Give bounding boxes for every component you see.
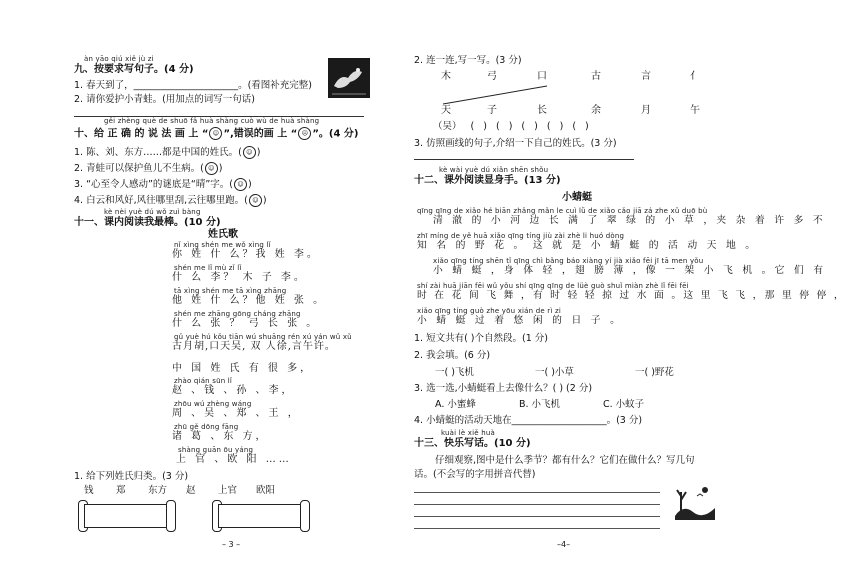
bottom-char: 月: [641, 105, 654, 116]
page-4: [397, 0, 846, 573]
poem-pinyin: shén me lǐ mù zǐ lǐ: [174, 264, 242, 272]
bottom-char: 长: [537, 105, 550, 116]
story-pinyin: xiǎo qīng tíng guò zhe yōu xián de rì zi: [417, 307, 561, 315]
smile-face-icon: ☺: [249, 194, 262, 207]
q2-answer-blanks[interactable]: （吴） ( ) ( ) ( ) ( ) ( ): [433, 121, 589, 132]
top-char: 木: [441, 71, 454, 82]
surname-shangguan: 上官: [218, 485, 238, 496]
q13-prompt: 仔细观察,图中是什么季节？都有什么？它们在做什么？写几句: [435, 455, 695, 466]
top-char: 古: [591, 71, 604, 82]
story-pinyin: xiǎo qīng tíng shēn tǐ qīng chì bǎng báo xiàng yí jià xiǎo fēi jī tā men yǒu: [433, 257, 704, 265]
q9-item1: 1. 春天到了，______________________。(看图补充完整): [74, 80, 312, 91]
story-line: 小 蜻 蜓 过 着 悠 闲 的 日 子 。: [417, 315, 624, 326]
q11-sub1: 1. 给下列姓氏归类。(3 分): [74, 471, 189, 482]
poem-pinyin: gǔ yuè hú kǒu tiān wú shuāng rén xú yán wǔ xǔ: [174, 333, 352, 341]
writing-line[interactable]: [414, 528, 660, 529]
landscape-picture: [673, 482, 717, 520]
story-line: 小 蜻 蜓 ，身 体 轻 ，翅 膀 薄 ，像 一 架 小 飞 机 。它 们 有: [433, 265, 827, 276]
poem-pinyin: shàng guān ōu yáng: [178, 446, 254, 454]
q9-pinyin: àn yāo qiú xiě jù zi: [84, 55, 154, 63]
scroll-answer-box[interactable]: [212, 500, 310, 532]
q10-item: 3. “心至令人感动”的谜底是“晴”字。( ☺ ): [74, 179, 252, 190]
q12-sub1: 1. 短文共有( )个自然段。(1 分): [414, 333, 548, 344]
smile-face-icon: ☺: [205, 162, 218, 175]
story-line: 知 名 的 野 花 。 这 就 是 小 蜻 蜓 的 活 动 天 地 。: [417, 240, 759, 251]
q13-title: 十三、快乐写话。(10 分): [414, 438, 531, 449]
poem-line: 古月胡,口天吴, 双 人徐,言午许。: [172, 341, 336, 352]
smile-face-icon: ☺: [209, 127, 222, 140]
q10-item: 1. 陈、刘、东方……都是中国的姓氏。( ☺ ): [74, 147, 261, 158]
top-char: 弓: [487, 71, 500, 82]
q9-item2: 2. 请你爱护小青蛙。(用加点的词写一句话): [74, 94, 255, 105]
spring-bird-picture: [328, 58, 370, 98]
fill-blank[interactable]: 一( )飞机: [435, 367, 474, 378]
q9-title: 九、按要求写句子。(4 分): [74, 64, 194, 75]
scroll-answer-box[interactable]: [78, 500, 176, 532]
poem-pinyin: shén me zhāng gōng cháng zhāng: [174, 310, 301, 318]
poem-line: 上 官 、欧 阳 ……: [176, 454, 292, 465]
q12-pinyin: kè wài yuè dú xiǎn shēn shǒu: [439, 166, 549, 174]
surname-ouyang: 欧阳: [256, 485, 276, 496]
bottom-char: 余: [591, 105, 604, 116]
option-a[interactable]: A. 小蜜蜂: [435, 399, 476, 410]
writing-line[interactable]: [414, 504, 660, 505]
q11-title: 十一、课内阅读我最棒。(10 分): [74, 217, 221, 228]
smile-face-icon: ☺: [234, 178, 247, 191]
smile-face-icon: ☺: [243, 146, 256, 159]
surname-zheng: 郑: [116, 485, 126, 496]
story-title: 小蜻蜓: [562, 192, 592, 203]
page-number: –4–: [557, 540, 571, 549]
story-line: 时 在 花 间 飞 舞 ，有 时 轻 轻 掠 过 水 面 。这 里 飞 飞 ，那 里 停 停 ，: [417, 290, 846, 301]
writing-line[interactable]: [414, 492, 660, 493]
poem-pinyin: tā xìng shén me tā xìng zhāng: [174, 287, 287, 295]
q2-title: 2. 连一连,写一写。(3 分): [414, 55, 522, 66]
q13-prompt: 话。(不会写的字用拼音代替): [414, 469, 536, 480]
fill-blank[interactable]: 一( )小草: [535, 367, 574, 378]
answer-line[interactable]: [414, 159, 634, 160]
top-char: 亻: [690, 71, 703, 82]
poem-line: 赵 、钱 、孙 、李，: [172, 385, 295, 396]
sad-face-icon: ☹: [298, 127, 311, 140]
bottom-char: 天: [441, 105, 454, 116]
q10-pinyin: gěi zhèng què de shuō fǎ huà shàng cuò wù de huà shàng: [104, 117, 320, 125]
poem-line: 你 姓 什 么？我 姓 李。: [172, 249, 320, 260]
poem-line: 周 、吴 、郑 、王 ，: [172, 408, 301, 419]
poem-line: 中 国 姓 氏 有 很 多，: [172, 363, 314, 374]
bottom-char: 子: [487, 105, 500, 116]
q12-sub2: 2. 我会填。(6 分): [414, 350, 491, 361]
surname-zhao: 赵: [186, 485, 196, 496]
q10-item: 4. 白云和风好,风往哪里刮,云往哪里跑。( ☺ ): [74, 195, 267, 206]
poem-line: 诸 葛 、东 方，: [172, 431, 269, 442]
page-3: [0, 0, 397, 573]
page-number: – 3 –: [222, 540, 241, 549]
q11-pinyin: kè nèi yuè dú wǒ zuì bàng: [104, 208, 201, 216]
option-c[interactable]: C. 小蚊子: [603, 399, 645, 410]
option-b[interactable]: B. 小飞机: [519, 399, 561, 410]
q12-sub3: 3. 选一选,小蜻蜓看上去像什么？( ) (2 分): [414, 383, 593, 394]
q13-pinyin: kuài lè xiě huà: [441, 429, 495, 437]
poem-line: 什 么 张 ？ 弓 长 张 。: [172, 318, 320, 329]
poem-pinyin: zhōu wú zhèng wáng: [174, 400, 252, 408]
surname-dongfang: 东方: [148, 485, 168, 496]
fill-blank[interactable]: 一( )野花: [635, 367, 674, 378]
surname-qian: 钱: [84, 485, 94, 496]
top-char: 口: [537, 71, 550, 82]
writing-line[interactable]: [414, 516, 660, 517]
bottom-char: 午: [690, 105, 703, 116]
story-pinyin: qīng qīng de xiǎo hé biān zhǎng mǎn le cuì lǜ de xiǎo cǎo jiā zá zhe xǔ duō bù: [417, 207, 708, 215]
poem-pinyin: zhū gě dōng fāng: [174, 423, 239, 431]
poem-pinyin: zhào qián sūn lǐ: [174, 377, 233, 385]
connecting-line: [435, 84, 555, 106]
q3-title: 3. 仿照画线的句子,介绍一下自己的姓氏。(3 分): [414, 138, 617, 149]
poem-line: 什 么 李？ 木 子 李。: [172, 272, 307, 283]
poem-title: 姓氏歌: [208, 229, 238, 240]
poem-line: 他 姓 什 么？他 姓 张 。: [172, 295, 327, 306]
q10-item: 2. 青蛙可以保护鱼儿不生病。( ☺ ): [74, 163, 223, 174]
q12-title: 十二、课外阅读显身手。(13 分): [414, 175, 561, 186]
poem-pinyin: nǐ xìng shén me wǒ xìng lǐ: [174, 241, 271, 249]
q10-title: 十、给 正 确 的 说 法 画 上 “ ☺ ”,错误的画 上 “ ☹ ”。(4 分): [74, 128, 359, 140]
q12-sub4: 4. 小蜻蜓的活动天地在____________________。(3 分): [414, 415, 643, 426]
story-pinyin: shí zài huā jiān fēi wǔ yǒu shí qīng qīng de lüè guò shuǐ miàn zhè lǐ fēi fēi: [417, 282, 689, 290]
story-line: 清 澈 的 小 河 边 长 满 了 翠 绿 的 小 草 ，夹 杂 着 许 多 不: [433, 215, 826, 226]
story-pinyin: zhī míng de yě huā xiǎo qīng tíng jiù zài zhè li huó dòng: [417, 232, 625, 240]
top-char: 言: [641, 71, 654, 82]
